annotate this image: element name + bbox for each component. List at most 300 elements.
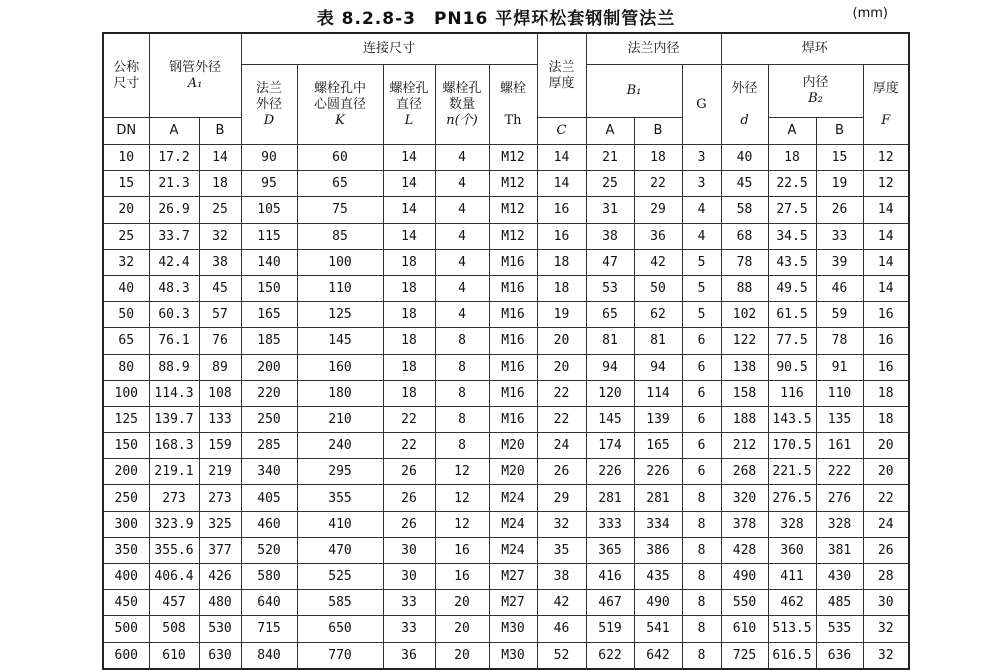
table-cell: 188: [721, 406, 768, 432]
table-cell: 8: [682, 564, 721, 590]
table-cell: M12: [489, 171, 537, 197]
table-cell: 610: [149, 642, 199, 669]
table-cell: 212: [721, 433, 768, 459]
table-cell: 108: [199, 380, 241, 406]
table-cell: 14: [863, 275, 909, 301]
table-cell: 4: [435, 145, 489, 171]
table-cell: 219: [199, 459, 241, 485]
table-cell: 273: [199, 485, 241, 511]
table-cell: 143.5: [768, 406, 816, 432]
header-ring-od-symbol: d: [740, 112, 749, 128]
table-cell: 20: [435, 616, 489, 642]
table-cell: 8: [682, 616, 721, 642]
header-flange-od-symbol: D: [263, 112, 275, 128]
table-cell: 20: [863, 433, 909, 459]
table-cell: 46: [537, 616, 586, 642]
table-cell: 53: [586, 275, 634, 301]
table-cell: 14: [863, 223, 909, 249]
table-cell: 8: [682, 537, 721, 563]
table-cell: 52: [537, 642, 586, 669]
header-flange-id: 法兰内径: [586, 33, 721, 65]
table-cell: 150: [103, 433, 149, 459]
table-cell: 14: [383, 197, 435, 223]
table-body: [103, 145, 909, 669]
table-cell: 42: [537, 590, 586, 616]
table-cell: 16: [863, 302, 909, 328]
table-cell: 60: [297, 145, 383, 171]
table-cell: 46: [816, 275, 863, 301]
table-cell: 30: [863, 590, 909, 616]
table-cell: 6: [682, 328, 721, 354]
table-cell: 6: [682, 433, 721, 459]
table-cell: 470: [297, 537, 383, 563]
table-cell: 328: [816, 511, 863, 537]
table-cell: 26: [383, 511, 435, 537]
table-cell: 47: [586, 249, 634, 275]
header-bolt: [489, 65, 537, 145]
header-dn-code: DN: [103, 118, 149, 145]
table-cell: M24: [489, 485, 537, 511]
table-cell: 250: [103, 485, 149, 511]
table-cell: 378: [721, 511, 768, 537]
table-cell: M27: [489, 564, 537, 590]
header-ring-thickness-label: 厚度: [872, 80, 899, 96]
table-cell: 14: [537, 171, 586, 197]
table-cell: 100: [297, 249, 383, 275]
table-title: 表 8.2.8-3 PN16 平焊环松套钢制管法兰: [316, 9, 676, 29]
table-row: [103, 406, 909, 432]
header-bolt-circle: [297, 65, 383, 145]
table-cell: 428: [721, 537, 768, 563]
table-cell: 355: [297, 485, 383, 511]
table-cell: M20: [489, 459, 537, 485]
table-cell: 490: [721, 564, 768, 590]
table-cell: 26.9: [149, 197, 199, 223]
header-bolt-symbol: Th: [504, 112, 522, 128]
table-cell: 6: [682, 406, 721, 432]
table-cell: 5: [682, 275, 721, 301]
table-cell: 33: [383, 616, 435, 642]
table-cell: 340: [241, 459, 297, 485]
header-dn-label: 公称 尺寸: [113, 59, 140, 91]
header-bolt-circle-label: 螺栓孔中 心圆直径: [313, 80, 366, 112]
header-bolt-hole-count-symbol: n(个): [446, 112, 478, 128]
header-bolt-hole-count-label: 螺栓孔 数量: [442, 80, 482, 112]
table-cell: 24: [863, 511, 909, 537]
table-cell: 65: [103, 328, 149, 354]
table-cell: M16: [489, 354, 537, 380]
table-cell: 16: [863, 328, 909, 354]
table-cell: 36: [383, 642, 435, 669]
table-cell: 467: [586, 590, 634, 616]
table-cell: 19: [537, 302, 586, 328]
table-cell: 273: [149, 485, 199, 511]
table-cell: 18: [768, 145, 816, 171]
table-cell: 276: [816, 485, 863, 511]
table-cell: 159: [199, 433, 241, 459]
table-cell: 105: [241, 197, 297, 223]
table-cell: 580: [241, 564, 297, 590]
header-ring-thickness: [863, 65, 909, 145]
table-cell: 6: [682, 354, 721, 380]
table-cell: 49.5: [768, 275, 816, 301]
table-row: [103, 537, 909, 563]
table-cell: 89: [199, 354, 241, 380]
table-cell: 135: [816, 406, 863, 432]
table-cell: 168.3: [149, 433, 199, 459]
table-cell: 31: [586, 197, 634, 223]
table-cell: 18: [199, 171, 241, 197]
table-cell: 12: [863, 171, 909, 197]
table-cell: 328: [768, 511, 816, 537]
table-cell: 39: [816, 249, 863, 275]
table-cell: 125: [297, 302, 383, 328]
table-cell: 26: [537, 459, 586, 485]
table-cell: 42.4: [149, 249, 199, 275]
table-cell: 4: [435, 275, 489, 301]
table-cell: 10: [103, 145, 149, 171]
table-cell: 59: [816, 302, 863, 328]
table-cell: 300: [103, 511, 149, 537]
table-cell: 65: [297, 171, 383, 197]
table-cell: 6: [682, 380, 721, 406]
header-flange-thickness-label: 法兰 厚度: [548, 59, 575, 91]
table-cell: 43.5: [768, 249, 816, 275]
table-cell: 435: [634, 564, 682, 590]
table-cell: 457: [149, 590, 199, 616]
header-pipe-b: B: [199, 118, 241, 145]
table-cell: 116: [768, 380, 816, 406]
table-cell: 30: [383, 537, 435, 563]
table-cell: 160: [297, 354, 383, 380]
table-cell: 276.5: [768, 485, 816, 511]
table-cell: 33: [383, 590, 435, 616]
table-cell: 250: [241, 406, 297, 432]
table-cell: 295: [297, 459, 383, 485]
table-cell: 20: [537, 354, 586, 380]
header-ring-id-symbol: B₂: [808, 91, 823, 106]
table-cell: 725: [721, 642, 768, 669]
table-cell: 150: [241, 275, 297, 301]
table-cell: 226: [634, 459, 682, 485]
table-cell: 226: [586, 459, 634, 485]
table-cell: 32: [199, 223, 241, 249]
table-cell: 585: [297, 590, 383, 616]
table-cell: 360: [768, 537, 816, 563]
table-row: [103, 302, 909, 328]
table-cell: 90.5: [768, 354, 816, 380]
table-cell: 50: [634, 275, 682, 301]
table-cell: 490: [634, 590, 682, 616]
table-cell: 6: [682, 459, 721, 485]
table-cell: 4: [435, 223, 489, 249]
table-cell: 88.9: [149, 354, 199, 380]
header-ring-od: [721, 65, 768, 145]
table-cell: 14: [383, 145, 435, 171]
table-cell: 15: [816, 145, 863, 171]
table-cell: 32: [103, 249, 149, 275]
table-cell: 91: [816, 354, 863, 380]
table-cell: 8: [435, 406, 489, 432]
header-flange-od: [241, 65, 297, 145]
table-cell: 8: [435, 328, 489, 354]
table-cell: 8: [435, 433, 489, 459]
table-cell: 8: [682, 485, 721, 511]
table-cell: 158: [721, 380, 768, 406]
table-cell: 165: [241, 302, 297, 328]
header-bolt-hole-count: [435, 65, 489, 145]
table-cell: 630: [199, 642, 241, 669]
table-row: [103, 564, 909, 590]
table-cell: M16: [489, 249, 537, 275]
table-cell: 411: [768, 564, 816, 590]
table-cell: 33: [816, 223, 863, 249]
table-cell: M12: [489, 145, 537, 171]
table-cell: 133: [199, 406, 241, 432]
table-cell: 26: [816, 197, 863, 223]
table-cell: 14: [383, 171, 435, 197]
header-g: [682, 65, 721, 145]
table-cell: 325: [199, 511, 241, 537]
table-cell: 78: [721, 249, 768, 275]
table-cell: 500: [103, 616, 149, 642]
table-cell: 8: [682, 642, 721, 669]
table-cell: 519: [586, 616, 634, 642]
table-cell: M16: [489, 406, 537, 432]
table-cell: 122: [721, 328, 768, 354]
table-cell: 174: [586, 433, 634, 459]
table-cell: 14: [863, 197, 909, 223]
table-cell: 16: [863, 354, 909, 380]
table-cell: 525: [297, 564, 383, 590]
table-row: [103, 380, 909, 406]
table-cell: 20: [435, 642, 489, 669]
table-cell: 381: [816, 537, 863, 563]
table-cell: 4: [682, 197, 721, 223]
table-cell: 22: [383, 406, 435, 432]
table-cell: M20: [489, 433, 537, 459]
table-cell: 485: [816, 590, 863, 616]
table-cell: 38: [537, 564, 586, 590]
table-cell: 508: [149, 616, 199, 642]
table-cell: M16: [489, 275, 537, 301]
table-cell: 145: [586, 406, 634, 432]
header-pipe-od: [149, 33, 241, 118]
table-cell: 76.1: [149, 328, 199, 354]
table-cell: 16: [537, 223, 586, 249]
table-cell: 16: [435, 564, 489, 590]
table-cell: 22: [383, 433, 435, 459]
table-cell: 24: [537, 433, 586, 459]
table-cell: 140: [241, 249, 297, 275]
table-cell: 18: [863, 406, 909, 432]
header-flange-id-a: A: [586, 118, 634, 145]
table-cell: 26: [383, 485, 435, 511]
table-cell: 430: [816, 564, 863, 590]
table-cell: 550: [721, 590, 768, 616]
header-dn: [103, 33, 149, 118]
table-cell: 95: [241, 171, 297, 197]
table-cell: 16: [537, 197, 586, 223]
table-cell: 268: [721, 459, 768, 485]
header-ring-id-label: 内径: [802, 75, 829, 90]
table-cell: 18: [383, 302, 435, 328]
table-cell: 240: [297, 433, 383, 459]
flange-table: [102, 32, 910, 670]
table-cell: 30: [383, 564, 435, 590]
table-cell: 650: [297, 616, 383, 642]
table-row: [103, 459, 909, 485]
table-cell: 3: [682, 145, 721, 171]
table-cell: 640: [241, 590, 297, 616]
table-cell: 115: [241, 223, 297, 249]
table-row: [103, 145, 909, 171]
table-cell: 520: [241, 537, 297, 563]
header-flange-thickness-symbol: C: [556, 123, 567, 138]
table-cell: 125: [103, 406, 149, 432]
table-cell: 58: [721, 197, 768, 223]
table-cell: 27.5: [768, 197, 816, 223]
table-cell: 715: [241, 616, 297, 642]
table-cell: 18: [383, 249, 435, 275]
table-cell: 320: [721, 485, 768, 511]
table-cell: 38: [586, 223, 634, 249]
table-cell: 333: [586, 511, 634, 537]
unit-label: (mm): [852, 6, 888, 21]
table-cell: 20: [103, 197, 149, 223]
table-cell: 400: [103, 564, 149, 590]
table-cell: 22: [634, 171, 682, 197]
table-cell: 426: [199, 564, 241, 590]
header-pipe-od-symbol: A₁: [187, 75, 203, 91]
table-cell: 18: [634, 145, 682, 171]
table-cell: 20: [537, 328, 586, 354]
table-cell: M12: [489, 223, 537, 249]
header-ring-id: [768, 65, 863, 118]
table-cell: 21.3: [149, 171, 199, 197]
table-cell: 200: [103, 459, 149, 485]
table-cell: 16: [435, 537, 489, 563]
table-cell: 114.3: [149, 380, 199, 406]
table-cell: 840: [241, 642, 297, 669]
table-cell: 102: [721, 302, 768, 328]
table-cell: 365: [586, 537, 634, 563]
header-ring-thickness-symbol: F: [881, 112, 891, 128]
table-cell: 410: [297, 511, 383, 537]
table-cell: 355.6: [149, 537, 199, 563]
table-cell: 535: [816, 616, 863, 642]
table-cell: 18: [537, 249, 586, 275]
table-cell: 334: [634, 511, 682, 537]
table-cell: 25: [586, 171, 634, 197]
table-cell: 68: [721, 223, 768, 249]
table-cell: M16: [489, 328, 537, 354]
table-cell: 4: [435, 171, 489, 197]
table-cell: 530: [199, 616, 241, 642]
header-flange-thickness-sym: [537, 118, 586, 145]
table-cell: 770: [297, 642, 383, 669]
table-cell: 77.5: [768, 328, 816, 354]
table-cell: 12: [863, 145, 909, 171]
table-cell: 460: [241, 511, 297, 537]
table-cell: 386: [634, 537, 682, 563]
table-cell: M16: [489, 380, 537, 406]
table-cell: 25: [103, 223, 149, 249]
table-cell: 88: [721, 275, 768, 301]
table-cell: 377: [199, 537, 241, 563]
table-cell: 219.1: [149, 459, 199, 485]
table-cell: 323.9: [149, 511, 199, 537]
table-cell: 14: [199, 145, 241, 171]
table-cell: 221.5: [768, 459, 816, 485]
header-ring: 焊环: [721, 33, 909, 65]
header-bolt-hole-dia-symbol: L: [404, 112, 414, 128]
table-cell: 61.5: [768, 302, 816, 328]
table-row: [103, 590, 909, 616]
table-cell: 405: [241, 485, 297, 511]
table-cell: 20: [863, 459, 909, 485]
table-cell: 76: [199, 328, 241, 354]
table-cell: 145: [297, 328, 383, 354]
table-cell: 32: [863, 616, 909, 642]
header-ring-id-a: A: [768, 118, 816, 145]
table-cell: 416: [586, 564, 634, 590]
table-cell: 28: [863, 564, 909, 590]
table-cell: 34.5: [768, 223, 816, 249]
table-cell: 406.4: [149, 564, 199, 590]
table-cell: 139.7: [149, 406, 199, 432]
table-cell: 80: [103, 354, 149, 380]
table-cell: M12: [489, 197, 537, 223]
table-cell: 541: [634, 616, 682, 642]
header-ring-id-b: B: [816, 118, 863, 145]
table-cell: 8: [435, 380, 489, 406]
table-cell: 26: [383, 459, 435, 485]
header-flange-id-b: B: [634, 118, 682, 145]
table-cell: 57: [199, 302, 241, 328]
table-cell: 616.5: [768, 642, 816, 669]
table-cell: 12: [435, 459, 489, 485]
table-cell: 15: [103, 171, 149, 197]
table-cell: 22: [537, 406, 586, 432]
table-cell: 21: [586, 145, 634, 171]
table-cell: 90: [241, 145, 297, 171]
table-cell: 513.5: [768, 616, 816, 642]
table-cell: 18: [537, 275, 586, 301]
header-pipe-a: A: [149, 118, 199, 145]
table-cell: 38: [199, 249, 241, 275]
table-cell: 45: [199, 275, 241, 301]
table-row: [103, 171, 909, 197]
table-cell: 8: [682, 511, 721, 537]
table-cell: 281: [634, 485, 682, 511]
table-row: [103, 433, 909, 459]
table-cell: M24: [489, 511, 537, 537]
table-cell: 110: [297, 275, 383, 301]
table-cell: 3: [682, 171, 721, 197]
table-cell: 48.3: [149, 275, 199, 301]
table-row: [103, 511, 909, 537]
table-cell: M30: [489, 616, 537, 642]
table-cell: 75: [297, 197, 383, 223]
table-cell: 210: [297, 406, 383, 432]
table-cell: 350: [103, 537, 149, 563]
table-cell: 29: [634, 197, 682, 223]
table-cell: 35: [537, 537, 586, 563]
table-cell: 26: [863, 537, 909, 563]
table-cell: 138: [721, 354, 768, 380]
table-cell: 81: [586, 328, 634, 354]
